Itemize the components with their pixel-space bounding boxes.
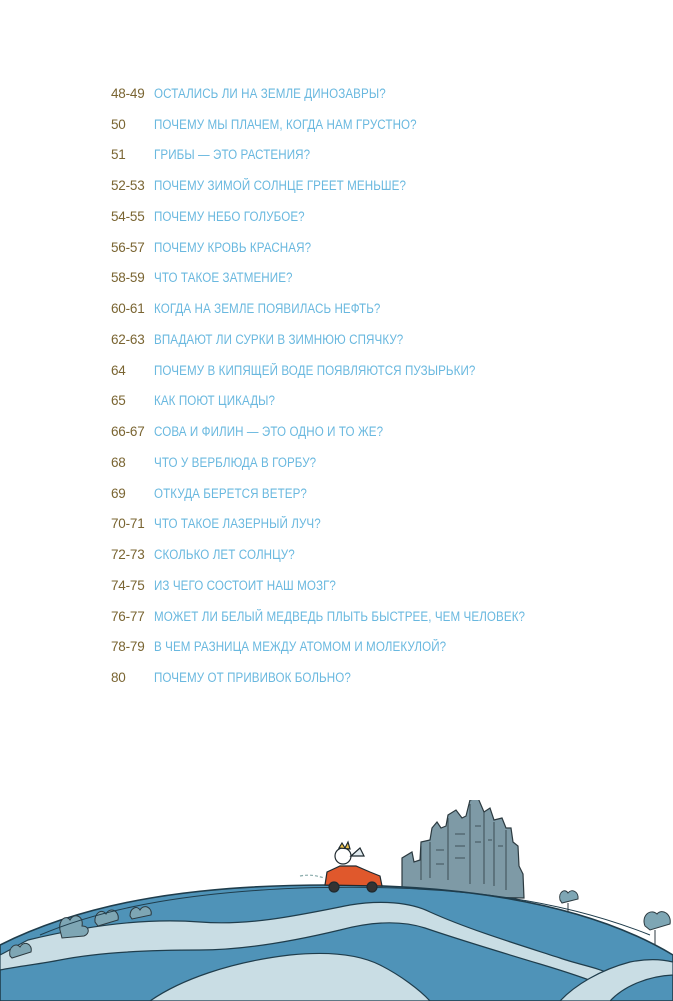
toc-title: ГРИБЫ — ЭТО РАСТЕНИЯ? — [154, 147, 311, 163]
toc-entry[interactable] — [111, 293, 651, 324]
toc-title: ПОЧЕМУ НЕБО ГОЛУБОЕ? — [154, 208, 305, 224]
toc-entry[interactable] — [111, 355, 651, 386]
toc-entry[interactable] — [111, 324, 651, 355]
toc-title: ОСТАЛИСЬ ЛИ НА ЗЕМЛЕ ДИНОЗАВРЫ? — [154, 85, 386, 101]
table-of-contents — [111, 78, 651, 693]
toc-entry[interactable] — [111, 201, 651, 232]
toc-entry[interactable] — [111, 662, 651, 693]
toc-title: ЧТО ТАКОЕ ЛАЗЕРНЫЙ ЛУЧ? — [154, 516, 321, 532]
toc-page-number: 52-53 — [111, 178, 145, 194]
toc-page-number: 74-75 — [111, 577, 145, 593]
toc-page-number: 66-67 — [111, 424, 145, 440]
toc-entry[interactable] — [111, 170, 651, 201]
toc-entry[interactable] — [111, 263, 651, 294]
toc-page-number: 51 — [111, 147, 126, 163]
toc-page-number: 80 — [111, 670, 126, 686]
toc-entry[interactable] — [111, 539, 651, 570]
toc-title: В ЧЕМ РАЗНИЦА МЕЖДУ АТОМОМ И МОЛЕКУЛОЙ? — [154, 639, 447, 655]
toc-page-number: 65 — [111, 393, 126, 409]
toc-entry[interactable] — [111, 140, 651, 171]
toc-title: ПОЧЕМУ КРОВЬ КРАСНАЯ? — [154, 239, 312, 255]
planet-illustration — [0, 800, 673, 1001]
toc-entry[interactable] — [111, 416, 651, 447]
toc-page-number: 64 — [111, 362, 126, 378]
toc-title: КАК ПОЮТ ЦИКАДЫ? — [154, 393, 276, 409]
toc-entry[interactable] — [111, 478, 651, 509]
toc-title: ПОЧЕМУ ЗИМОЙ СОЛНЦЕ ГРЕЕТ МЕНЬШЕ? — [154, 178, 407, 194]
toc-page-number: 56-57 — [111, 239, 145, 255]
toc-page-number: 48-49 — [111, 85, 145, 101]
toc-page-number: 72-73 — [111, 547, 145, 563]
toc-entry[interactable] — [111, 509, 651, 540]
toc-title: ИЗ ЧЕГО СОСТОИТ НАШ МОЗГ? — [154, 577, 336, 593]
toc-title: ЧТО У ВЕРБЛЮДА В ГОРБУ? — [154, 454, 317, 470]
toc-page-number: 70-71 — [111, 516, 145, 532]
toc-page-number: 62-63 — [111, 331, 145, 347]
toc-title: ОТКУДА БЕРЕТСЯ ВЕТЕР? — [154, 485, 307, 501]
toc-page-number: 69 — [111, 485, 126, 501]
toc-page-number: 50 — [111, 116, 126, 132]
toc-page-number: 54-55 — [111, 208, 145, 224]
toc-entry[interactable] — [111, 601, 651, 632]
toc-entry[interactable] — [111, 570, 651, 601]
city-skyline — [402, 800, 524, 898]
toc-entry[interactable] — [111, 78, 651, 109]
toc-page-number: 78-79 — [111, 639, 145, 655]
toc-page-number: 58-59 — [111, 270, 145, 286]
toc-page-number: 60-61 — [111, 301, 145, 317]
toc-page-number: 76-77 — [111, 608, 145, 624]
toc-page-number: 68 — [111, 454, 126, 470]
toc-title: ПОЧЕМУ МЫ ПЛАЧЕМ, КОГДА НАМ ГРУСТНО? — [154, 116, 417, 132]
toc-title: ВПАДАЮТ ЛИ СУРКИ В ЗИМНЮЮ СПЯЧКУ? — [154, 331, 404, 347]
toc-entry[interactable] — [111, 232, 651, 263]
toc-entry[interactable] — [111, 632, 651, 663]
toc-title: ЧТО ТАКОЕ ЗАТМЕНИЕ? — [154, 270, 293, 286]
toc-entry[interactable] — [111, 386, 651, 417]
toc-title: МОЖЕТ ЛИ БЕЛЫЙ МЕДВЕДЬ ПЛЫТЬ БЫСТРЕЕ, ЧЕМ ЧЕЛОВЕК? — [154, 608, 526, 624]
toc-entry[interactable] — [111, 447, 651, 478]
toc-title: ПОЧЕМУ В КИПЯЩЕЙ ВОДЕ ПОЯВЛЯЮТСЯ ПУЗЫРЬКИ? — [154, 362, 476, 378]
toc-title: СКОЛЬКО ЛЕТ СОЛНЦУ? — [154, 547, 295, 563]
toc-title: СОВА И ФИЛИН — ЭТО ОДНО И ТО ЖЕ? — [154, 424, 384, 440]
toc-title: ПОЧЕМУ ОТ ПРИВИВОК БОЛЬНО? — [154, 670, 351, 686]
toc-entry[interactable] — [111, 109, 651, 140]
toc-title: КОГДА НА ЗЕМЛЕ ПОЯВИЛАСЬ НЕФТЬ? — [154, 301, 381, 317]
